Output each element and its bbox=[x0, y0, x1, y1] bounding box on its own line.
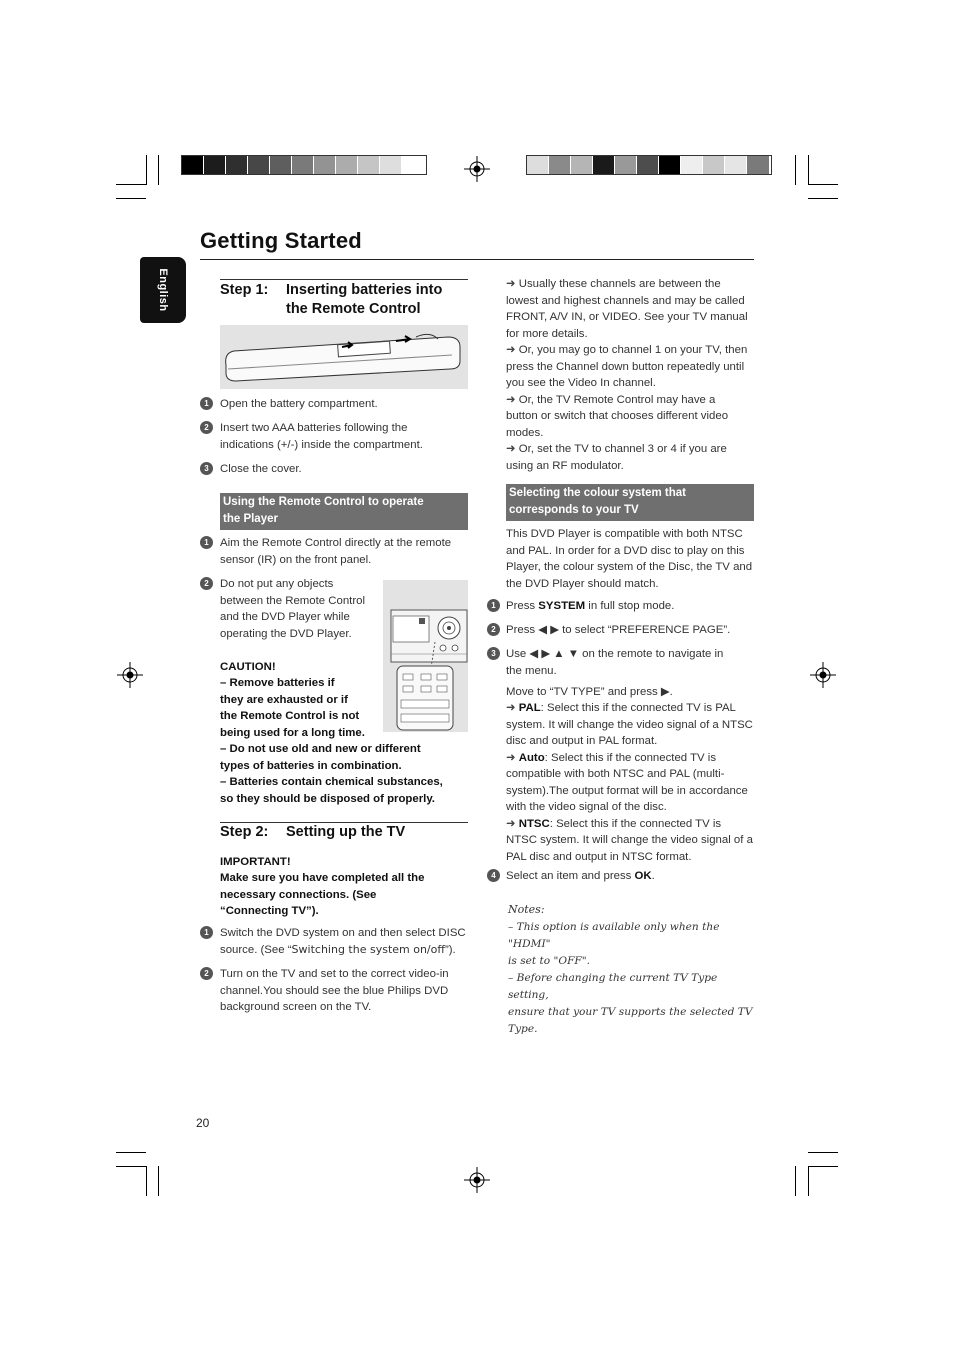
step2-item-1-post: ”). bbox=[444, 943, 456, 956]
pal-line2: system. It will change the video signal of a NTSC bbox=[506, 718, 753, 731]
notes-title: Notes: bbox=[508, 903, 545, 916]
calibration-right-swatch bbox=[615, 156, 637, 174]
option-auto bbox=[506, 750, 756, 816]
step2-bullet-2: 2 bbox=[200, 967, 213, 980]
registration-mark-left-icon bbox=[117, 662, 143, 688]
colour-step-4-post: . bbox=[651, 870, 655, 882]
calibration-right-swatch bbox=[571, 156, 593, 174]
caution-line-2: they are exhausted or if bbox=[220, 693, 348, 706]
auto-arrow-icon: ➜ bbox=[506, 751, 519, 764]
calibration-right-swatch bbox=[747, 156, 769, 174]
step2-heading bbox=[220, 823, 480, 842]
caution-title: CAUTION! bbox=[220, 661, 276, 673]
step1-title-line1: Inserting batteries into bbox=[286, 282, 443, 298]
colour-step-3 bbox=[506, 646, 723, 679]
step2-item-2-line3: background screen on the TV. bbox=[220, 1001, 372, 1013]
page-number: 20 bbox=[196, 1116, 210, 1130]
step2-bullet-1: 1 bbox=[200, 926, 213, 939]
important-block bbox=[220, 870, 424, 920]
tip-4-line2: using an RF modulator. bbox=[506, 459, 624, 472]
remote-item-2 bbox=[220, 576, 365, 642]
remote-item-2-line2: between the Remote Control bbox=[220, 594, 365, 607]
tv-type-options bbox=[506, 700, 756, 865]
calibration-right-swatch bbox=[703, 156, 725, 174]
move-tv-type: Move to “TV TYPE” and press ▶. bbox=[506, 686, 673, 698]
title-rule bbox=[200, 259, 754, 260]
note-line-4: ensure that your TV supports the selected TV Type. bbox=[508, 1006, 753, 1035]
step1-item-2-line2: indications (+/-) inside the compartment. bbox=[220, 438, 423, 451]
colour-step-3-line2: the menu. bbox=[506, 664, 557, 677]
remote-bullet-1: 1 bbox=[200, 536, 213, 549]
step1-bullet-1: 1 bbox=[200, 397, 213, 410]
caution-line-6: types of batteries in combination. bbox=[220, 759, 402, 772]
calibration-left-swatch bbox=[336, 156, 358, 174]
step1-bullet-2: 2 bbox=[200, 421, 213, 434]
tip-1-line4: for more details. bbox=[506, 327, 588, 340]
tips-block bbox=[506, 276, 756, 474]
calibration-left-swatch bbox=[270, 156, 292, 174]
important-line-1: Make sure you have completed all the bbox=[220, 872, 425, 884]
colour-bullet-2: 2 bbox=[487, 623, 500, 636]
remote-battery-illustration bbox=[220, 325, 468, 389]
tip-4-line1: Or, set the TV to channel 3 or 4 if you are bbox=[515, 443, 727, 455]
remote-item-1-line1: Aim the Remote Control directly at the remote bbox=[220, 537, 452, 549]
language-tab-label: English bbox=[157, 268, 169, 312]
colour-header-line1: Selecting the colour system that bbox=[509, 487, 687, 499]
page-title: Getting Started bbox=[200, 228, 362, 253]
tip-2 bbox=[506, 342, 756, 392]
remote-item-2-line1: Do not put any objects bbox=[220, 578, 334, 590]
pal-key: PAL bbox=[518, 702, 541, 714]
calibration-right-swatch bbox=[593, 156, 615, 174]
step1-number: Step 1: bbox=[220, 282, 269, 298]
tip-3-line2: button or switch that chooses different video bbox=[506, 410, 729, 422]
remote-control-icon bbox=[220, 325, 468, 389]
step2-item-1-line1: Switch the DVD system on and then select DISC bbox=[220, 927, 466, 939]
step1-item-2 bbox=[220, 420, 423, 453]
step2-item-1-pre: source. (See “ bbox=[220, 943, 292, 956]
calibration-left-swatch bbox=[248, 156, 270, 174]
calibration-right-swatch bbox=[659, 156, 681, 174]
caution-line-8: so they should be disposed of properly. bbox=[220, 792, 435, 805]
colour-bullet-3: 3 bbox=[487, 647, 500, 660]
colour-step-4-pre: Select an item and press bbox=[506, 870, 635, 882]
tip-3-line1: Or, the TV Remote Control may have a bbox=[515, 393, 716, 406]
step1-item-1: Open the battery compartment. bbox=[220, 398, 378, 410]
auto-line3: system).The output format will be in accordance bbox=[506, 784, 748, 797]
colour-intro-line4: the DVD Player should match. bbox=[506, 577, 659, 590]
colour-header-line2: corresponds to your TV bbox=[509, 503, 639, 516]
colour-bullet-1: 1 bbox=[487, 599, 500, 612]
caution-line-3: the Remote Control is not bbox=[220, 710, 360, 722]
colour-step-1 bbox=[506, 598, 674, 615]
ntsc-line3: PAL disc and output in NTSC format. bbox=[506, 850, 692, 863]
caution-line-1: – Remove batteries if bbox=[220, 677, 335, 689]
tip-2-line3: you see the Video In channel. bbox=[506, 377, 656, 389]
tip-1-line3: FRONT, A/V IN, or VIDEO. See your TV manual bbox=[506, 311, 748, 323]
calibration-left-swatch bbox=[358, 156, 380, 174]
calibration-left-swatch bbox=[182, 156, 204, 174]
remote-bullet-2: 2 bbox=[200, 577, 213, 590]
step2-item-2-line1: Turn on the TV and set to the correct video-in bbox=[220, 968, 449, 980]
pal-line1: : Select this if the connected TV is PAL bbox=[540, 702, 736, 714]
ntsc-arrow-icon: ➜ bbox=[506, 817, 519, 830]
remote-item-1-line2: sensor (IR) on the front panel. bbox=[220, 553, 372, 566]
step2-item-2-line2: channel.You should see the blue Philips DVD bbox=[220, 984, 449, 997]
tip-1-arrow-icon: ➜ bbox=[506, 278, 516, 290]
tip-3-line3: modes. bbox=[506, 426, 544, 439]
colour-step-1-pre: Press bbox=[506, 600, 539, 612]
tip-1 bbox=[506, 276, 756, 342]
tip-1-line2: lowest and highest channels and may be called bbox=[506, 294, 745, 307]
step2-title: Setting up the TV bbox=[286, 824, 406, 840]
caution-line-5: – Do not use old and new or different bbox=[220, 743, 421, 755]
calibration-bar-left bbox=[181, 155, 427, 175]
step2-item-1-line2 bbox=[220, 942, 466, 959]
note-line-1: – This option is available only when the "HDMI" bbox=[508, 921, 720, 950]
colour-step-3-line1: Use ◀ ▶ ▲ ▼ on the remote to navigate in bbox=[506, 648, 724, 660]
colour-step-2: Press ◀ ▶ to select “PREFERENCE PAGE”. bbox=[506, 624, 731, 636]
colour-intro-line1: This DVD Player is compatible with both NTSC bbox=[506, 528, 743, 540]
ok-key: OK bbox=[634, 870, 652, 882]
language-tab bbox=[140, 257, 186, 323]
remote-section-header-line1: Using the Remote Control to operate bbox=[223, 496, 424, 508]
calibration-right-swatch bbox=[637, 156, 659, 174]
switching-system-link[interactable]: Switching the system on/off bbox=[291, 942, 445, 956]
calibration-bar-right bbox=[526, 155, 772, 175]
remote-section-header bbox=[220, 493, 468, 530]
tip-3-arrow-icon: ➜ bbox=[506, 393, 516, 406]
calibration-left-swatch bbox=[292, 156, 314, 174]
colour-intro-line3: Player, the colour system of the Disc, the TV and bbox=[506, 561, 753, 573]
note-line-2: is set to "OFF". bbox=[508, 955, 591, 967]
step2-number: Step 2: bbox=[220, 824, 269, 840]
remote-item-2-line4: operating the DVD Player. bbox=[220, 627, 352, 640]
option-ntsc bbox=[506, 816, 756, 866]
step1-item-2-line1: Insert two AAA batteries following the bbox=[220, 422, 408, 434]
tip-2-line1: Or, you may go to channel 1 on your TV, then bbox=[515, 344, 748, 356]
ntsc-line1: : Select this if the connected TV is bbox=[549, 817, 722, 830]
important-line-2: necessary connections. (See bbox=[220, 888, 377, 901]
colour-system-header bbox=[506, 484, 754, 521]
step2-item-1 bbox=[220, 925, 466, 958]
colour-step-4 bbox=[506, 868, 655, 885]
tip-1-line1: Usually these channels are between the bbox=[515, 278, 721, 290]
system-key: SYSTEM bbox=[538, 600, 586, 612]
step1-bullet-3: 3 bbox=[200, 462, 213, 475]
ntsc-key: NTSC bbox=[518, 817, 550, 830]
colour-intro bbox=[506, 526, 756, 592]
step2-item-2 bbox=[220, 966, 449, 1016]
calibration-left-swatch bbox=[380, 156, 402, 174]
registration-mark-bottom-icon bbox=[464, 1167, 490, 1193]
caution-block bbox=[220, 675, 443, 807]
remote-item-1 bbox=[220, 535, 451, 568]
tip-2-arrow-icon: ➜ bbox=[506, 344, 516, 356]
colour-bullet-4: 4 bbox=[487, 869, 500, 882]
remote-section-header-line2: the Player bbox=[223, 512, 278, 525]
calibration-right-swatch bbox=[549, 156, 571, 174]
calibration-right-swatch bbox=[725, 156, 747, 174]
pal-line3: disc and output in PAL format. bbox=[506, 735, 658, 747]
colour-step-1-post: in full stop mode. bbox=[585, 600, 675, 612]
tip-3 bbox=[506, 392, 756, 442]
auto-line2: compatible with both NTSC and PAL (multi- bbox=[506, 768, 725, 780]
option-pal bbox=[506, 700, 756, 750]
calibration-right-swatch bbox=[527, 156, 549, 174]
registration-mark-right-icon bbox=[810, 662, 836, 688]
step1-title-line2: the Remote Control bbox=[286, 301, 421, 317]
note-line-3: – Before changing the current TV Type setting, bbox=[508, 972, 718, 1001]
calibration-left-swatch bbox=[204, 156, 226, 174]
registration-mark-top-icon bbox=[464, 156, 490, 182]
calibration-left-swatch bbox=[226, 156, 248, 174]
tip-2-line2: press the Channel down button repeatedly until bbox=[506, 360, 745, 373]
colour-intro-line2: and PAL. In order for a DVD disc to play on this bbox=[506, 544, 745, 557]
step1-item-3: Close the cover. bbox=[220, 463, 302, 475]
calibration-left-swatch bbox=[314, 156, 336, 174]
calibration-right-swatch bbox=[681, 156, 703, 174]
auto-line4: with the video signal of the disc. bbox=[506, 801, 667, 813]
important-title: IMPORTANT! bbox=[220, 856, 291, 868]
auto-line1: : Select this if the connected TV is bbox=[544, 751, 717, 764]
important-line-3: “Connecting TV”). bbox=[220, 905, 319, 917]
notes-block bbox=[508, 919, 758, 1038]
pal-arrow-icon: ➜ bbox=[506, 702, 519, 714]
caution-line-7: – Batteries contain chemical substances, bbox=[220, 776, 443, 788]
remote-item-2-line3: and the DVD Player while bbox=[220, 611, 350, 623]
auto-key: Auto bbox=[518, 751, 545, 764]
step1-heading bbox=[220, 281, 480, 319]
calibration-left-swatch bbox=[402, 156, 424, 174]
ntsc-line2: NTSC system. It will change the video signal of a bbox=[506, 834, 753, 846]
caution-line-4: being used for a long time. bbox=[220, 726, 365, 739]
step1-rule bbox=[220, 279, 468, 280]
tip-4 bbox=[506, 441, 756, 474]
tip-4-arrow-icon: ➜ bbox=[506, 443, 516, 455]
